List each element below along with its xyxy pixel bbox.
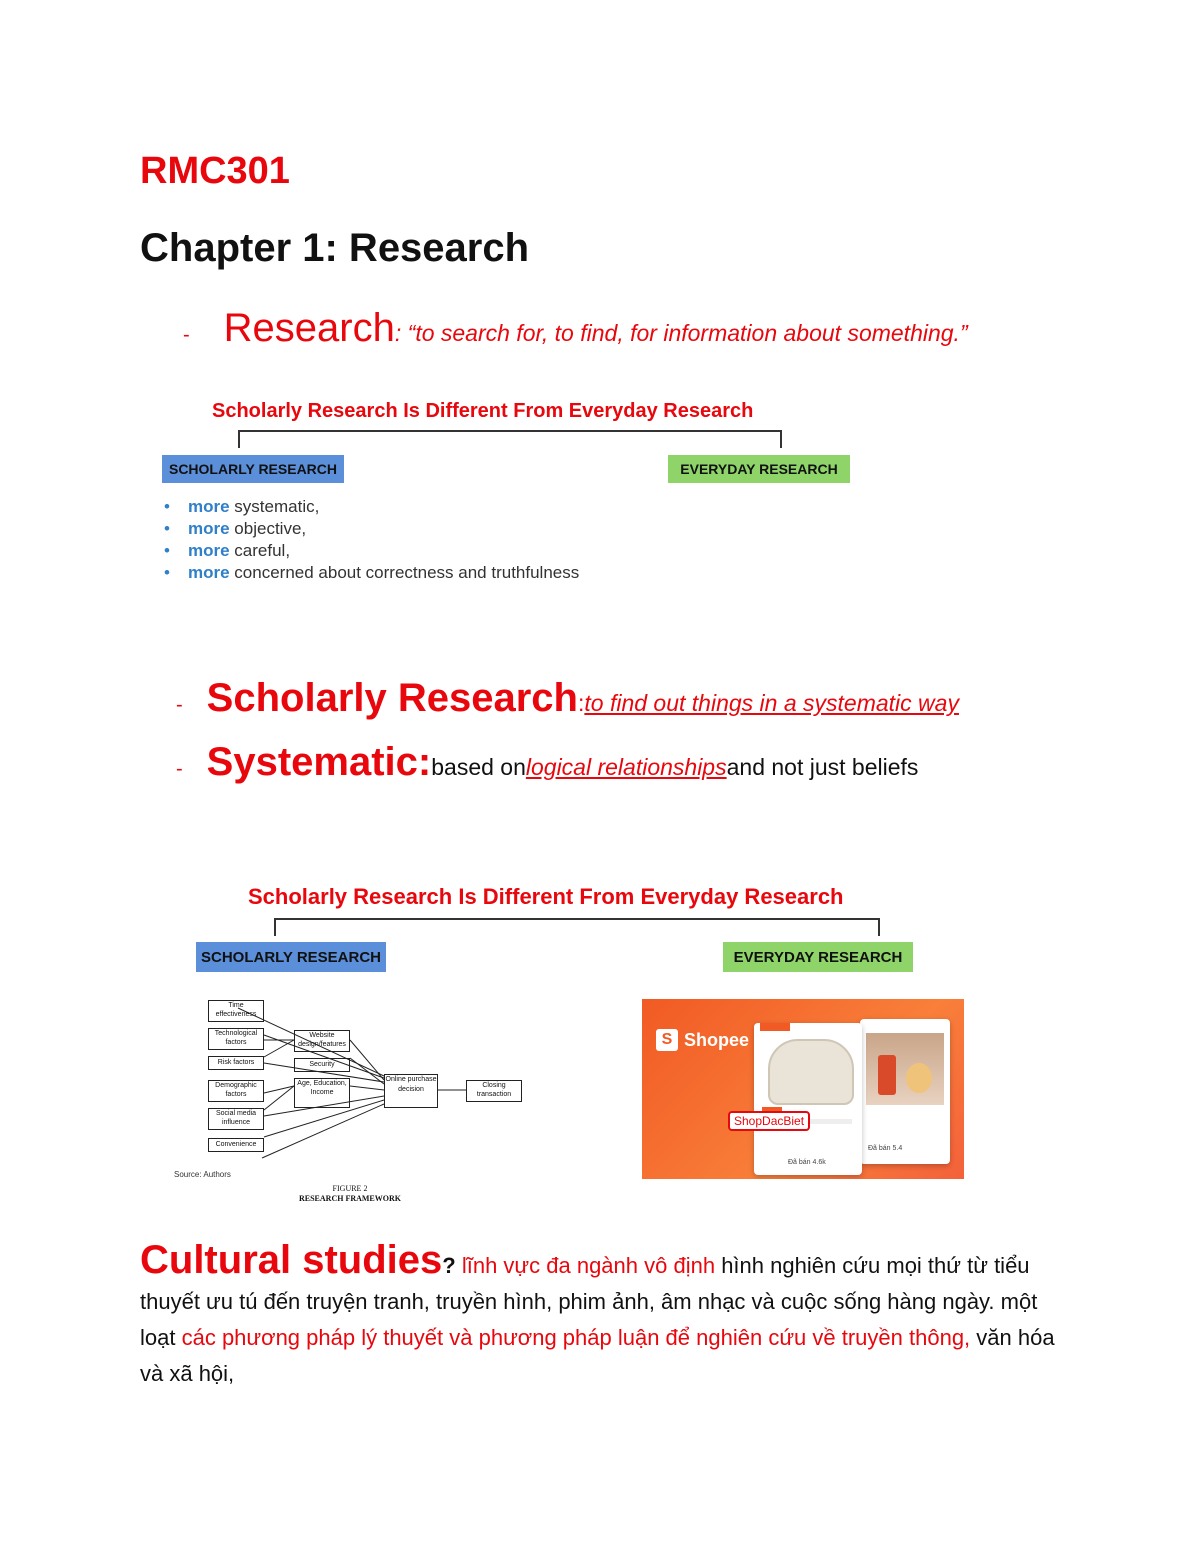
framework-box: Technological factors [208,1028,264,1050]
term-cultural-studies: Cultural studies [140,1238,443,1282]
framework-mid-box: Website design/features [294,1030,350,1052]
bullet-dash: - [176,758,183,780]
figure-1 [160,398,860,588]
product-card-front [754,1023,862,1175]
framework-mid-box: Age, Education, Income [294,1078,350,1108]
list-item [164,496,579,518]
bullet-icon: • [164,497,170,516]
figure-2-bracket [274,918,880,936]
flash-tag [760,1023,790,1031]
framework-box: Social media influence [208,1108,264,1130]
framework-caption-2: RESEARCH FRAMEWORK [298,1194,401,1203]
framework-decision-box: Online purchase decision [384,1074,438,1108]
cultural-text-1: hình nghiên cứu mọi thứ từ tiểu thuyết ưu tú đến truyện tranh, truyền hình, phim ảnh, âm nhạc và cuộc sống hàng ngày. một loạt [140,1253,1038,1350]
bullet-icon: • [164,541,170,560]
item-text: concerned about correctness and truthfulness [229,563,580,582]
framework-box: Risk factors [208,1056,264,1070]
framework-box: Demographic factors [208,1080,264,1102]
cultural-text-2: văn hóa và xã hội, [140,1325,1055,1386]
item-text: systematic, [229,497,320,516]
figure-1-title: Scholarly Research Is Different From Everyday Research [212,400,754,422]
term-systematic: Systematic: [206,740,432,784]
cultural-highlight-1: lĩnh vực đa ngành vô định [455,1253,716,1278]
shopee-bag-icon: S [656,1029,678,1051]
figure-2-scholarly-tag: SCHOLARLY RESEARCH [196,942,386,972]
definition-scholarly-text: to find out things in a systematic way [584,690,959,716]
term-research: Research [223,306,395,350]
figure-1-everyday-tag: EVERYDAY RESEARCH [668,455,850,483]
item-text: careful, [229,541,291,560]
systematic-after: and not just beliefs [726,754,919,780]
systematic-before: based on [431,754,526,780]
bullet-icon: • [164,563,170,582]
more-word: more [188,541,230,560]
term-scholarly-research: Scholarly Research [206,676,578,720]
shopee-ad-image [642,999,964,1179]
product-image [768,1039,854,1105]
framework-mid-box: Security [294,1058,350,1072]
framework-source: Source: Authors [174,1170,231,1179]
list-item [164,540,579,562]
cultural-highlight-2: các phương pháp lý thuyết và phương pháp luận để nghiên cứu về truyền thông, [181,1325,971,1350]
more-word: more [188,519,230,538]
systematic-emphasis: logical relationships [525,754,727,780]
definition-systematic [176,740,918,785]
figure-1-bracket [238,430,782,448]
definition-research [183,306,968,351]
research-framework-diagram [170,998,540,1213]
figure-1-scholarly-tag: SCHOLARLY RESEARCH [162,455,344,483]
product-image [866,1033,944,1105]
definition-research-text: : “to search for, to find, for information about something.” [394,320,968,346]
framework-box: Convenience [208,1138,264,1152]
item-text: objective, [229,519,307,538]
course-code: RMC301 [140,150,290,192]
bullet-dash: - [176,694,183,716]
bullet-dash: - [183,324,190,346]
cultural-studies-paragraph [140,1238,1060,1392]
figure-2 [170,880,980,1220]
figure-2-title: Scholarly Research Is Different From Everyday Research [248,884,844,909]
shop-stamp: ShopDacBiet [728,1111,810,1131]
shopee-logo [656,1029,749,1051]
framework-outcome-box: Closing transaction [466,1080,522,1102]
more-word: more [188,563,230,582]
product-card-back [860,1019,950,1164]
bullet-icon: • [164,519,170,538]
shopee-brand: Shopee [684,1029,750,1050]
figure-2-everyday-tag: EVERYDAY RESEARCH [723,942,913,972]
product-sold: Đã bán 5.4 [868,1145,903,1152]
list-item [164,562,579,584]
list-item [164,518,579,540]
more-word: more [188,497,230,516]
definition-scholarly [176,676,959,721]
framework-box: Time effectiveness [208,1000,264,1022]
question-mark: ? [442,1253,456,1278]
colon: : [577,690,585,716]
figure-1-list [164,496,579,584]
framework-caption-1: FIGURE 2 [332,1184,368,1193]
chapter-title: Chapter 1: Research [140,226,530,270]
product-sold: Đã bán 4.6k [788,1159,826,1166]
